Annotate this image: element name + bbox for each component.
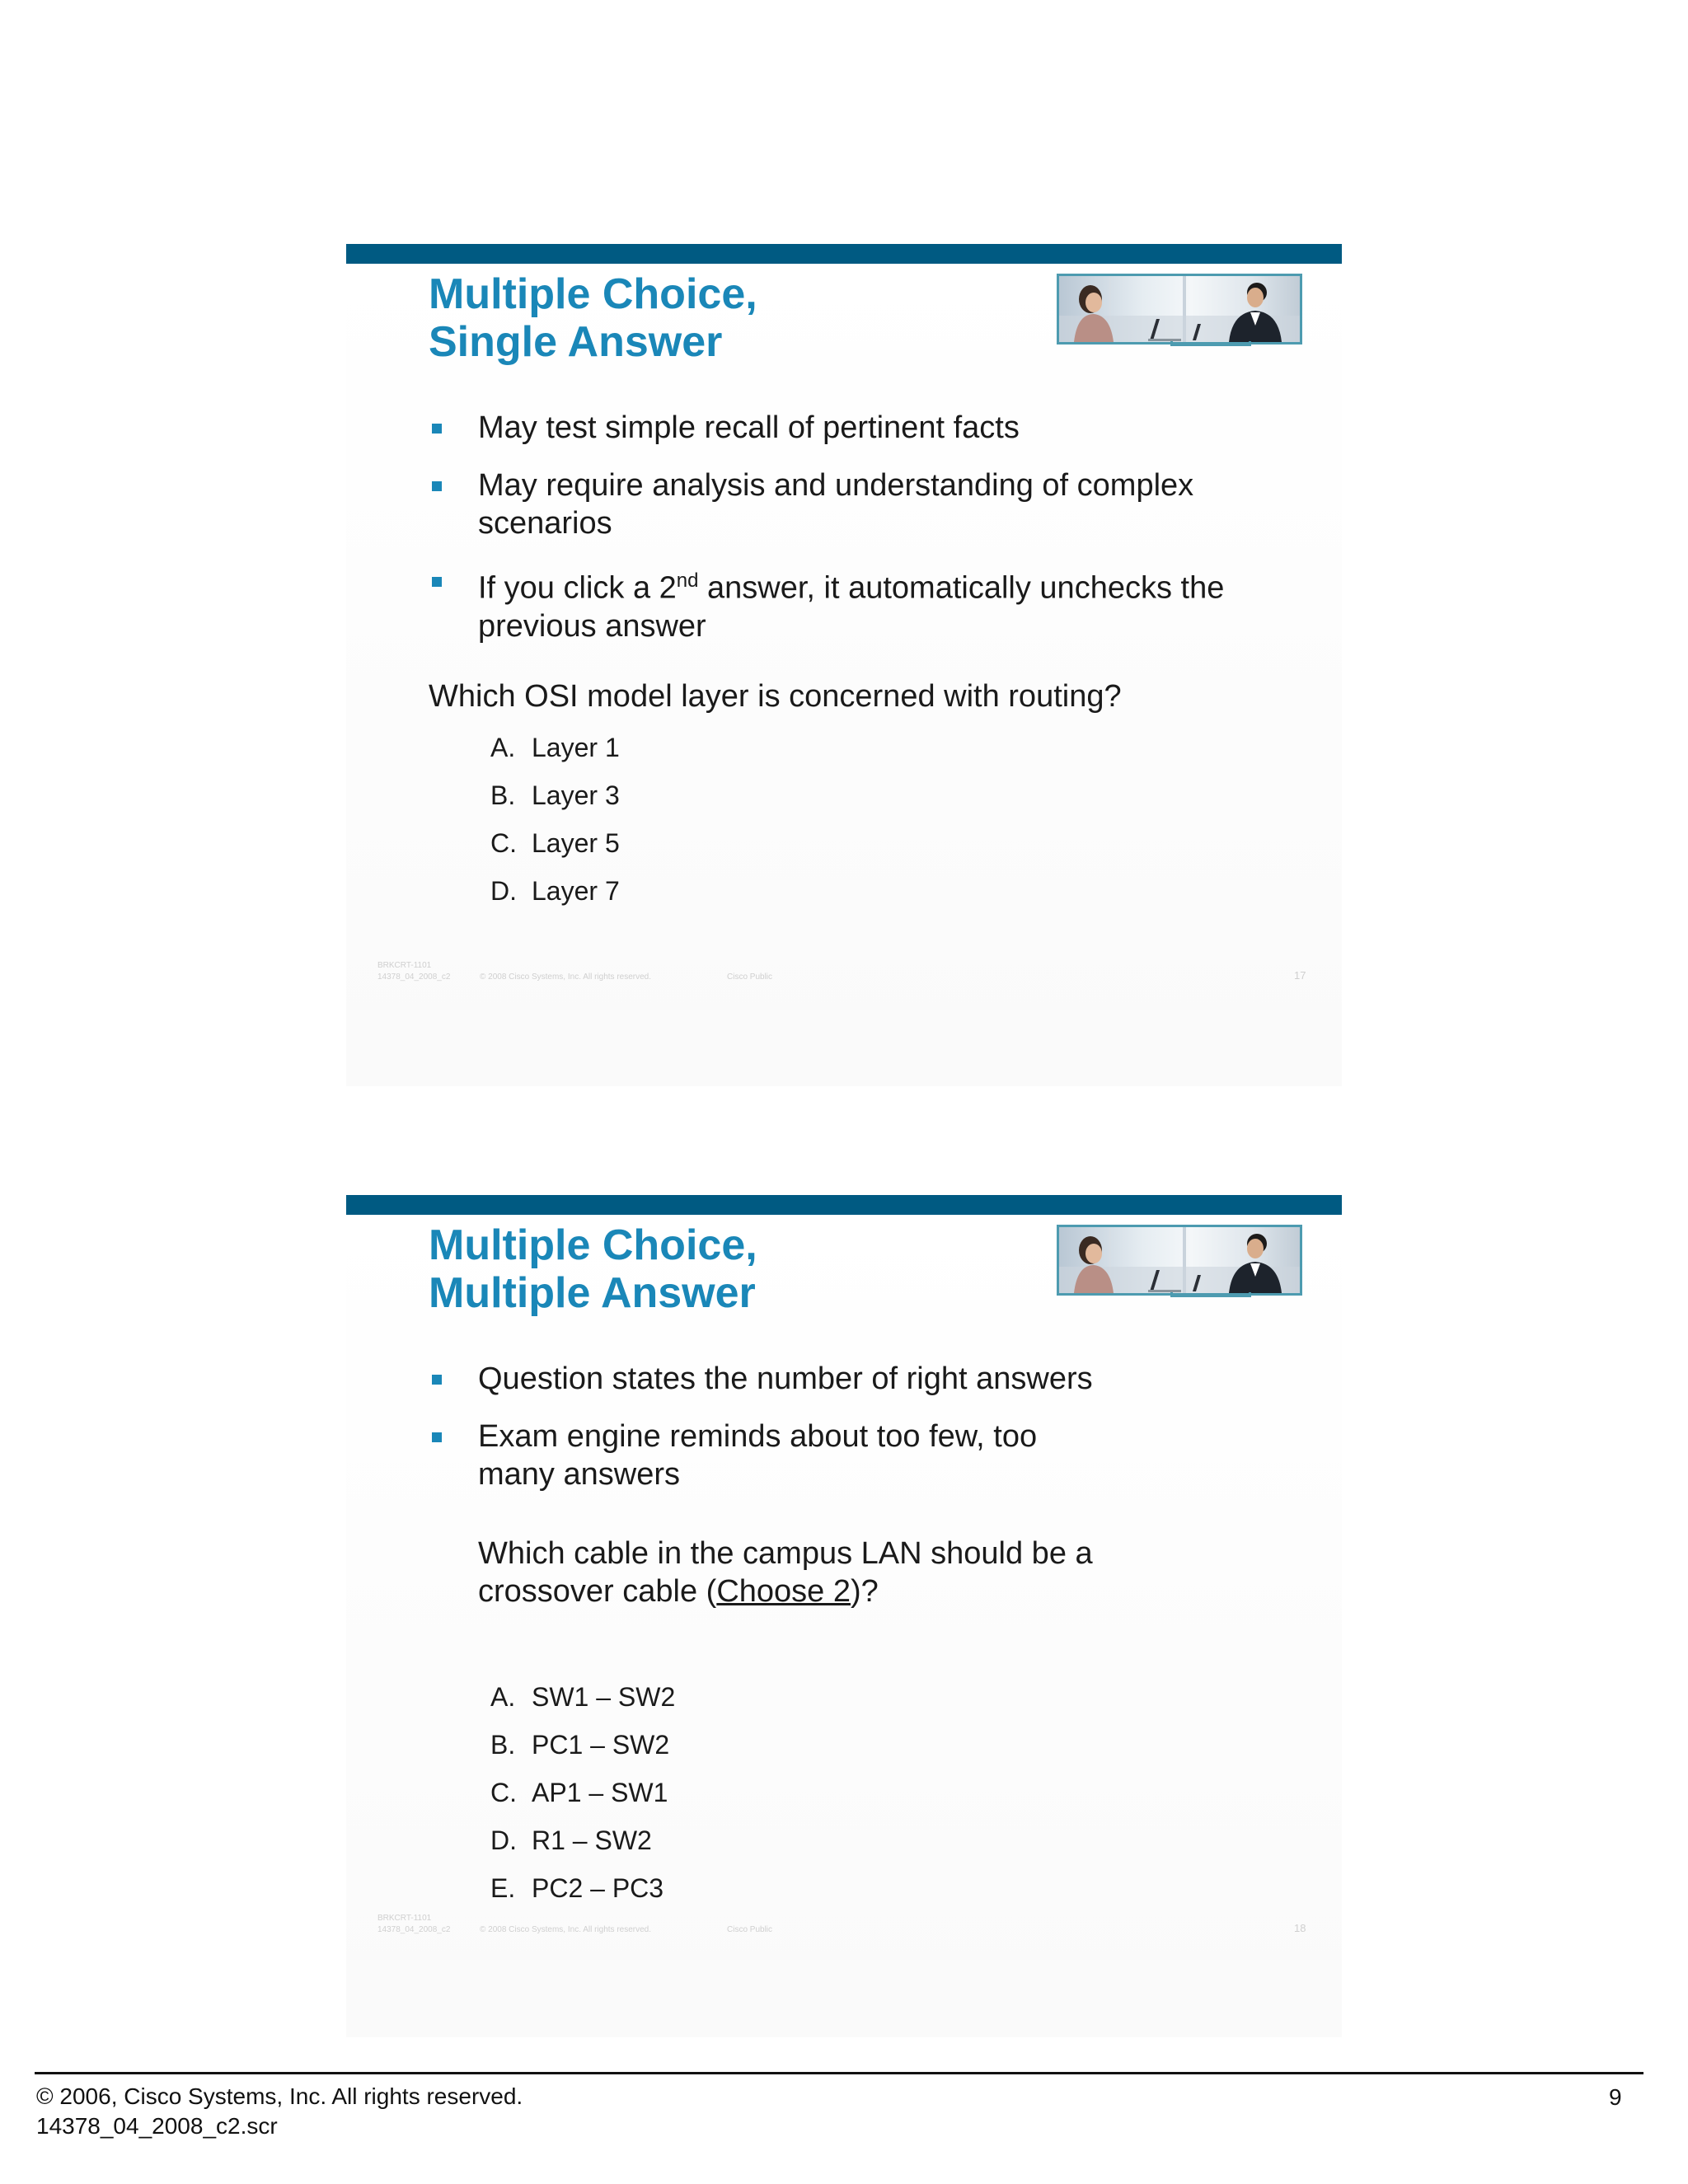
office-meeting-photo (1057, 274, 1302, 344)
bullet-text: Exam engine reminds about too few, too many answers (478, 1419, 1038, 1492)
slide-number: 17 (1294, 969, 1306, 982)
bullet-square-icon (432, 481, 442, 491)
question-choose-count: Choose 2 (716, 1574, 851, 1609)
slide-footer-code: BRKCRT-1101 (377, 1914, 432, 1923)
page-footer-rule (35, 2072, 1643, 2074)
title-bar (346, 244, 1342, 264)
bullet-text-post: answer, it automatically unchecks the previous answer (478, 570, 1225, 644)
bullet-item (429, 562, 1294, 645)
page-number: 9 (1609, 2084, 1622, 2110)
slide-footer-copyright: © 2008 Cisco Systems, Inc. All rights reserved. (480, 972, 652, 982)
slide-title-line-2: Single Answer (429, 318, 723, 366)
option-letter: B. (490, 1730, 516, 1760)
option-text: PC1 – SW2 (532, 1730, 670, 1760)
answer-option (490, 1729, 675, 1777)
page-footer (36, 2082, 523, 2141)
answer-options (490, 1681, 675, 1920)
question-text: Which OSI model layer is concerned with routing? (429, 679, 1122, 714)
option-text: Layer 5 (532, 828, 620, 858)
option-letter: B. (490, 780, 516, 810)
option-letter: C. (490, 828, 517, 858)
page-footer-file: 14378_04_2008_c2.scr (36, 2113, 278, 2139)
option-letter: D. (490, 1825, 517, 1855)
option-text: Layer 1 (532, 733, 620, 762)
option-text: PC2 – PC3 (532, 1873, 664, 1903)
answer-options (490, 732, 620, 923)
answer-option (490, 1825, 675, 1872)
question-text (478, 1535, 1154, 1610)
option-letter: A. (490, 1682, 516, 1712)
option-text: AP1 – SW1 (532, 1778, 668, 1807)
slide-footer-classification: Cisco Public (727, 972, 773, 982)
answer-option (490, 1777, 675, 1825)
bullet-square-icon (432, 424, 442, 434)
bullet-item (429, 1360, 1294, 1398)
photo-tab (1170, 341, 1251, 346)
option-text: Layer 3 (532, 780, 620, 810)
bullet-text: May test simple recall of pertinent facts (478, 410, 1020, 445)
answer-option (490, 732, 620, 780)
bullet-item (429, 1418, 1294, 1493)
office-meeting-photo (1057, 1225, 1302, 1296)
bullet-list (429, 1360, 1294, 1513)
slide-footer-file: 14378_04_2008_c2 (377, 972, 451, 982)
bullet-square-icon (432, 1432, 442, 1442)
slide-footer-copyright: © 2008 Cisco Systems, Inc. All rights reserved. (480, 1925, 652, 1934)
slide-background (346, 262, 1342, 1086)
answer-option (490, 1872, 675, 1920)
answer-option (490, 780, 620, 827)
bullet-text: Question states the number of right answers (478, 1361, 1093, 1396)
page-footer-copyright: © 2006, Cisco Systems, Inc. All rights reserved. (36, 2083, 523, 2109)
bullet-square-icon (432, 1375, 442, 1385)
slide-2 (346, 1195, 1342, 2029)
option-letter: D. (490, 876, 517, 906)
option-text: Layer 7 (532, 876, 620, 906)
slide-title (429, 1221, 757, 1317)
bullet-text-pre: If you click a 2 (478, 570, 677, 606)
option-text: R1 – SW2 (532, 1825, 652, 1855)
option-text: SW1 – SW2 (532, 1682, 676, 1712)
slide-footer-code: BRKCRT-1101 (377, 961, 432, 970)
answer-option (490, 875, 620, 923)
slide-number: 18 (1294, 1922, 1306, 1934)
slide-footer-classification: Cisco Public (727, 1925, 773, 1934)
bullet-item (429, 466, 1294, 542)
option-letter: C. (490, 1778, 517, 1807)
bullet-list (429, 409, 1294, 665)
slide-title-line-1: Multiple Choice, (429, 1221, 757, 1269)
slide-footer-file: 14378_04_2008_c2 (377, 1925, 451, 1934)
answer-option (490, 827, 620, 875)
slide-title-line-2: Multiple Answer (429, 1269, 756, 1317)
question-text-pre: Which cable in the campus LAN should be a crossover cable ( (478, 1536, 1093, 1609)
bullet-text: May require analysis and understanding of complex scenarios (478, 468, 1194, 541)
slide-title-line-1: Multiple Choice, (429, 270, 757, 318)
answer-option (490, 1681, 675, 1729)
question-text-post: )? (851, 1574, 879, 1609)
slide-title (429, 270, 757, 366)
title-bar (346, 1195, 1342, 1215)
bullet-text-superscript: nd (676, 569, 699, 592)
option-letter: E. (490, 1873, 516, 1903)
bullet-item (429, 409, 1294, 447)
slide-1 (346, 244, 1342, 1078)
option-letter: A. (490, 733, 516, 762)
photo-tab (1170, 1292, 1251, 1297)
bullet-square-icon (432, 577, 442, 587)
